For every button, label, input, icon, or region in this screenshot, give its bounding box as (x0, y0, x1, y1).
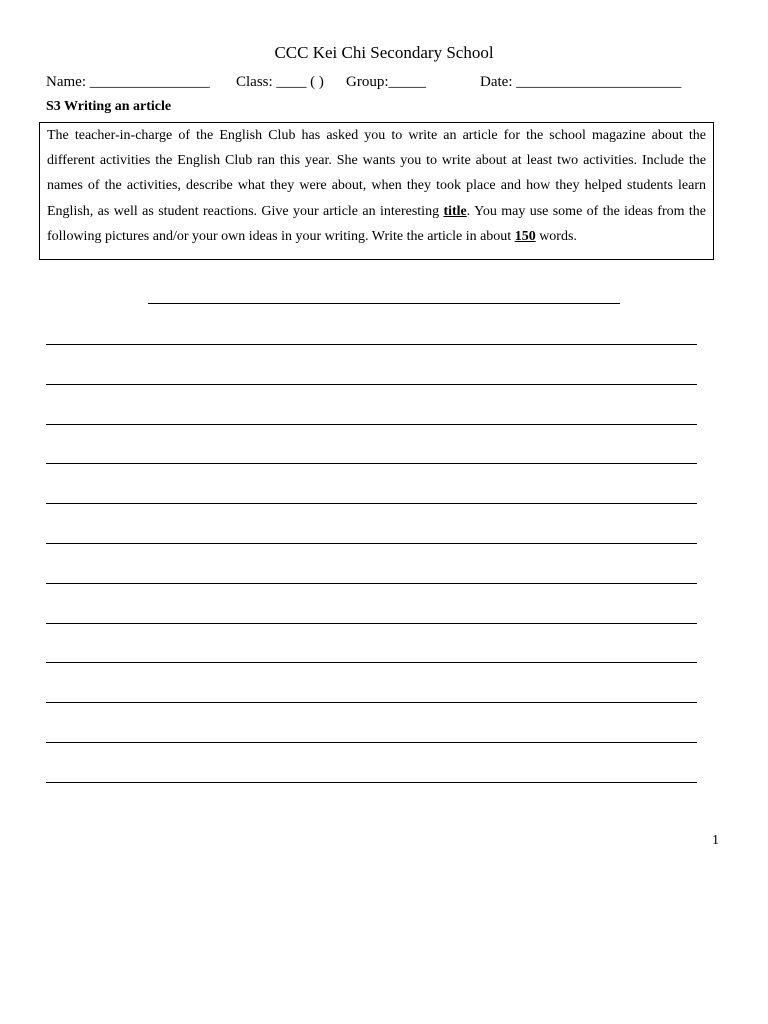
writing-line[interactable] (46, 463, 697, 464)
writing-line[interactable] (46, 623, 697, 624)
writing-line[interactable] (46, 344, 697, 345)
word-count: 150 (514, 228, 536, 244)
writing-line[interactable] (46, 543, 697, 544)
writing-line[interactable] (46, 782, 697, 783)
instructions-text-part1: The teacher-in-charge of the English Club has asked you to write an article for the school magazine about the different activities the English Club ran this year. She wants you to write about at least two activities. Include the names of the activities, describe what they were about, when they took place and how they helped students learn English, as well as student reactions. Give your article an interesting (47, 128, 706, 219)
date-field[interactable]: Date: ______________________ (480, 74, 682, 90)
student-info-row (46, 72, 726, 92)
instructions-box (39, 122, 714, 260)
name-field[interactable]: Name: ________________ (46, 74, 210, 90)
class-field[interactable]: Class: ____ ( ) (236, 74, 324, 90)
instructions-text-part3: words. (535, 228, 577, 244)
instructions-text-part2: . You may use some of the ideas from the following pictures and/or your own ideas in your writing. Write the article in about (47, 203, 706, 244)
writing-line[interactable] (46, 742, 697, 743)
school-title: CCC Kei Chi Secondary School (274, 43, 494, 62)
group-field[interactable]: Group:_____ (346, 74, 426, 90)
writing-line[interactable] (46, 503, 697, 504)
writing-line[interactable] (46, 662, 697, 663)
writing-line[interactable] (46, 583, 697, 584)
instructions-text (47, 123, 706, 249)
title-keyword: title (443, 203, 467, 219)
writing-line[interactable] (46, 384, 697, 385)
writing-line[interactable] (46, 424, 697, 425)
article-title-line[interactable] (148, 303, 620, 304)
writing-line[interactable] (46, 702, 697, 703)
page-number: 1 (712, 833, 719, 848)
section-title: S3 Writing an article (46, 99, 172, 114)
